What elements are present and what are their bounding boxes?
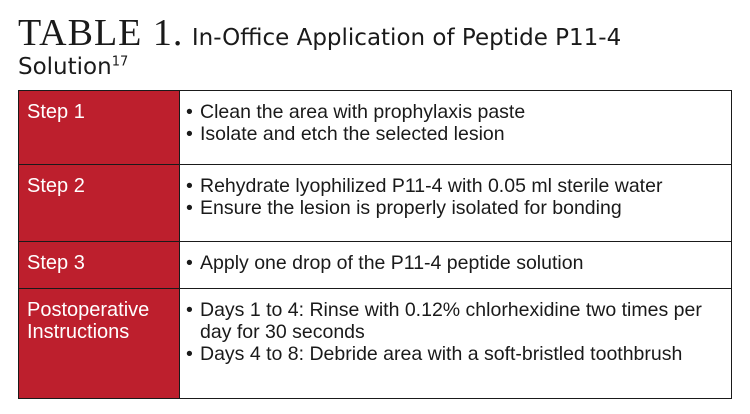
table-title xyxy=(18,14,738,80)
table-row xyxy=(19,165,732,242)
step-label-cell xyxy=(19,289,180,399)
bullet-item xyxy=(186,197,723,219)
bullet-icon: • xyxy=(186,101,193,123)
step-label-cell xyxy=(19,242,180,289)
title-continuation xyxy=(18,54,738,80)
bullet-text: Days 1 to 4: Rinse with 0.12% chlorhexidine two times per day for 30 seconds xyxy=(200,299,702,343)
bullet-item xyxy=(186,175,723,197)
step-label: Step 3 xyxy=(27,252,85,274)
bullet-icon: • xyxy=(186,123,193,145)
bullet-icon: • xyxy=(186,343,193,365)
citation-superscript: 17 xyxy=(111,54,129,70)
step-label: Step 2 xyxy=(27,175,85,197)
step-description-cell xyxy=(180,242,732,289)
step-label-cell xyxy=(19,91,180,165)
table-row xyxy=(19,242,732,289)
bullet-icon: • xyxy=(186,197,193,219)
step-description-cell xyxy=(180,165,732,242)
step-label: Step 1 xyxy=(27,101,85,123)
procedure-table xyxy=(18,90,732,399)
bullet-text: Ensure the lesion is properly isolated for bonding xyxy=(200,197,622,219)
bullet-item xyxy=(186,343,723,365)
bullet-icon: • xyxy=(186,175,193,197)
table-row xyxy=(19,289,732,399)
bullet-text: Clean the area with prophylaxis paste xyxy=(200,101,526,123)
table-row xyxy=(19,91,732,165)
bullet-text: Days 4 to 8: Debride area with a soft-bristled toothbrush xyxy=(200,343,683,365)
table-number-label: TABLE 1. xyxy=(18,12,184,54)
bullet-text: Rehydrate lyophilized P11-4 with 0.05 ml sterile water xyxy=(200,175,663,197)
step-label-cell xyxy=(19,165,180,242)
bullet-item xyxy=(186,299,723,343)
bullet-item xyxy=(186,123,723,145)
bullet-text: Apply one drop of the P11-4 peptide solution xyxy=(200,252,584,274)
step-label: Postoperative Instructions xyxy=(27,299,150,343)
table-title-text: In-Office Application of Peptide P11-4 xyxy=(191,25,622,51)
step-description-cell xyxy=(180,91,732,165)
bullet-icon: • xyxy=(186,299,193,321)
title-line xyxy=(18,14,738,52)
bullet-item xyxy=(186,101,723,123)
bullet-icon: • xyxy=(186,252,193,274)
step-description-cell xyxy=(180,289,732,399)
table-title-text-cont: Solution xyxy=(18,54,112,80)
bullet-item xyxy=(186,252,723,274)
bullet-text: Isolate and etch the selected lesion xyxy=(200,123,505,145)
